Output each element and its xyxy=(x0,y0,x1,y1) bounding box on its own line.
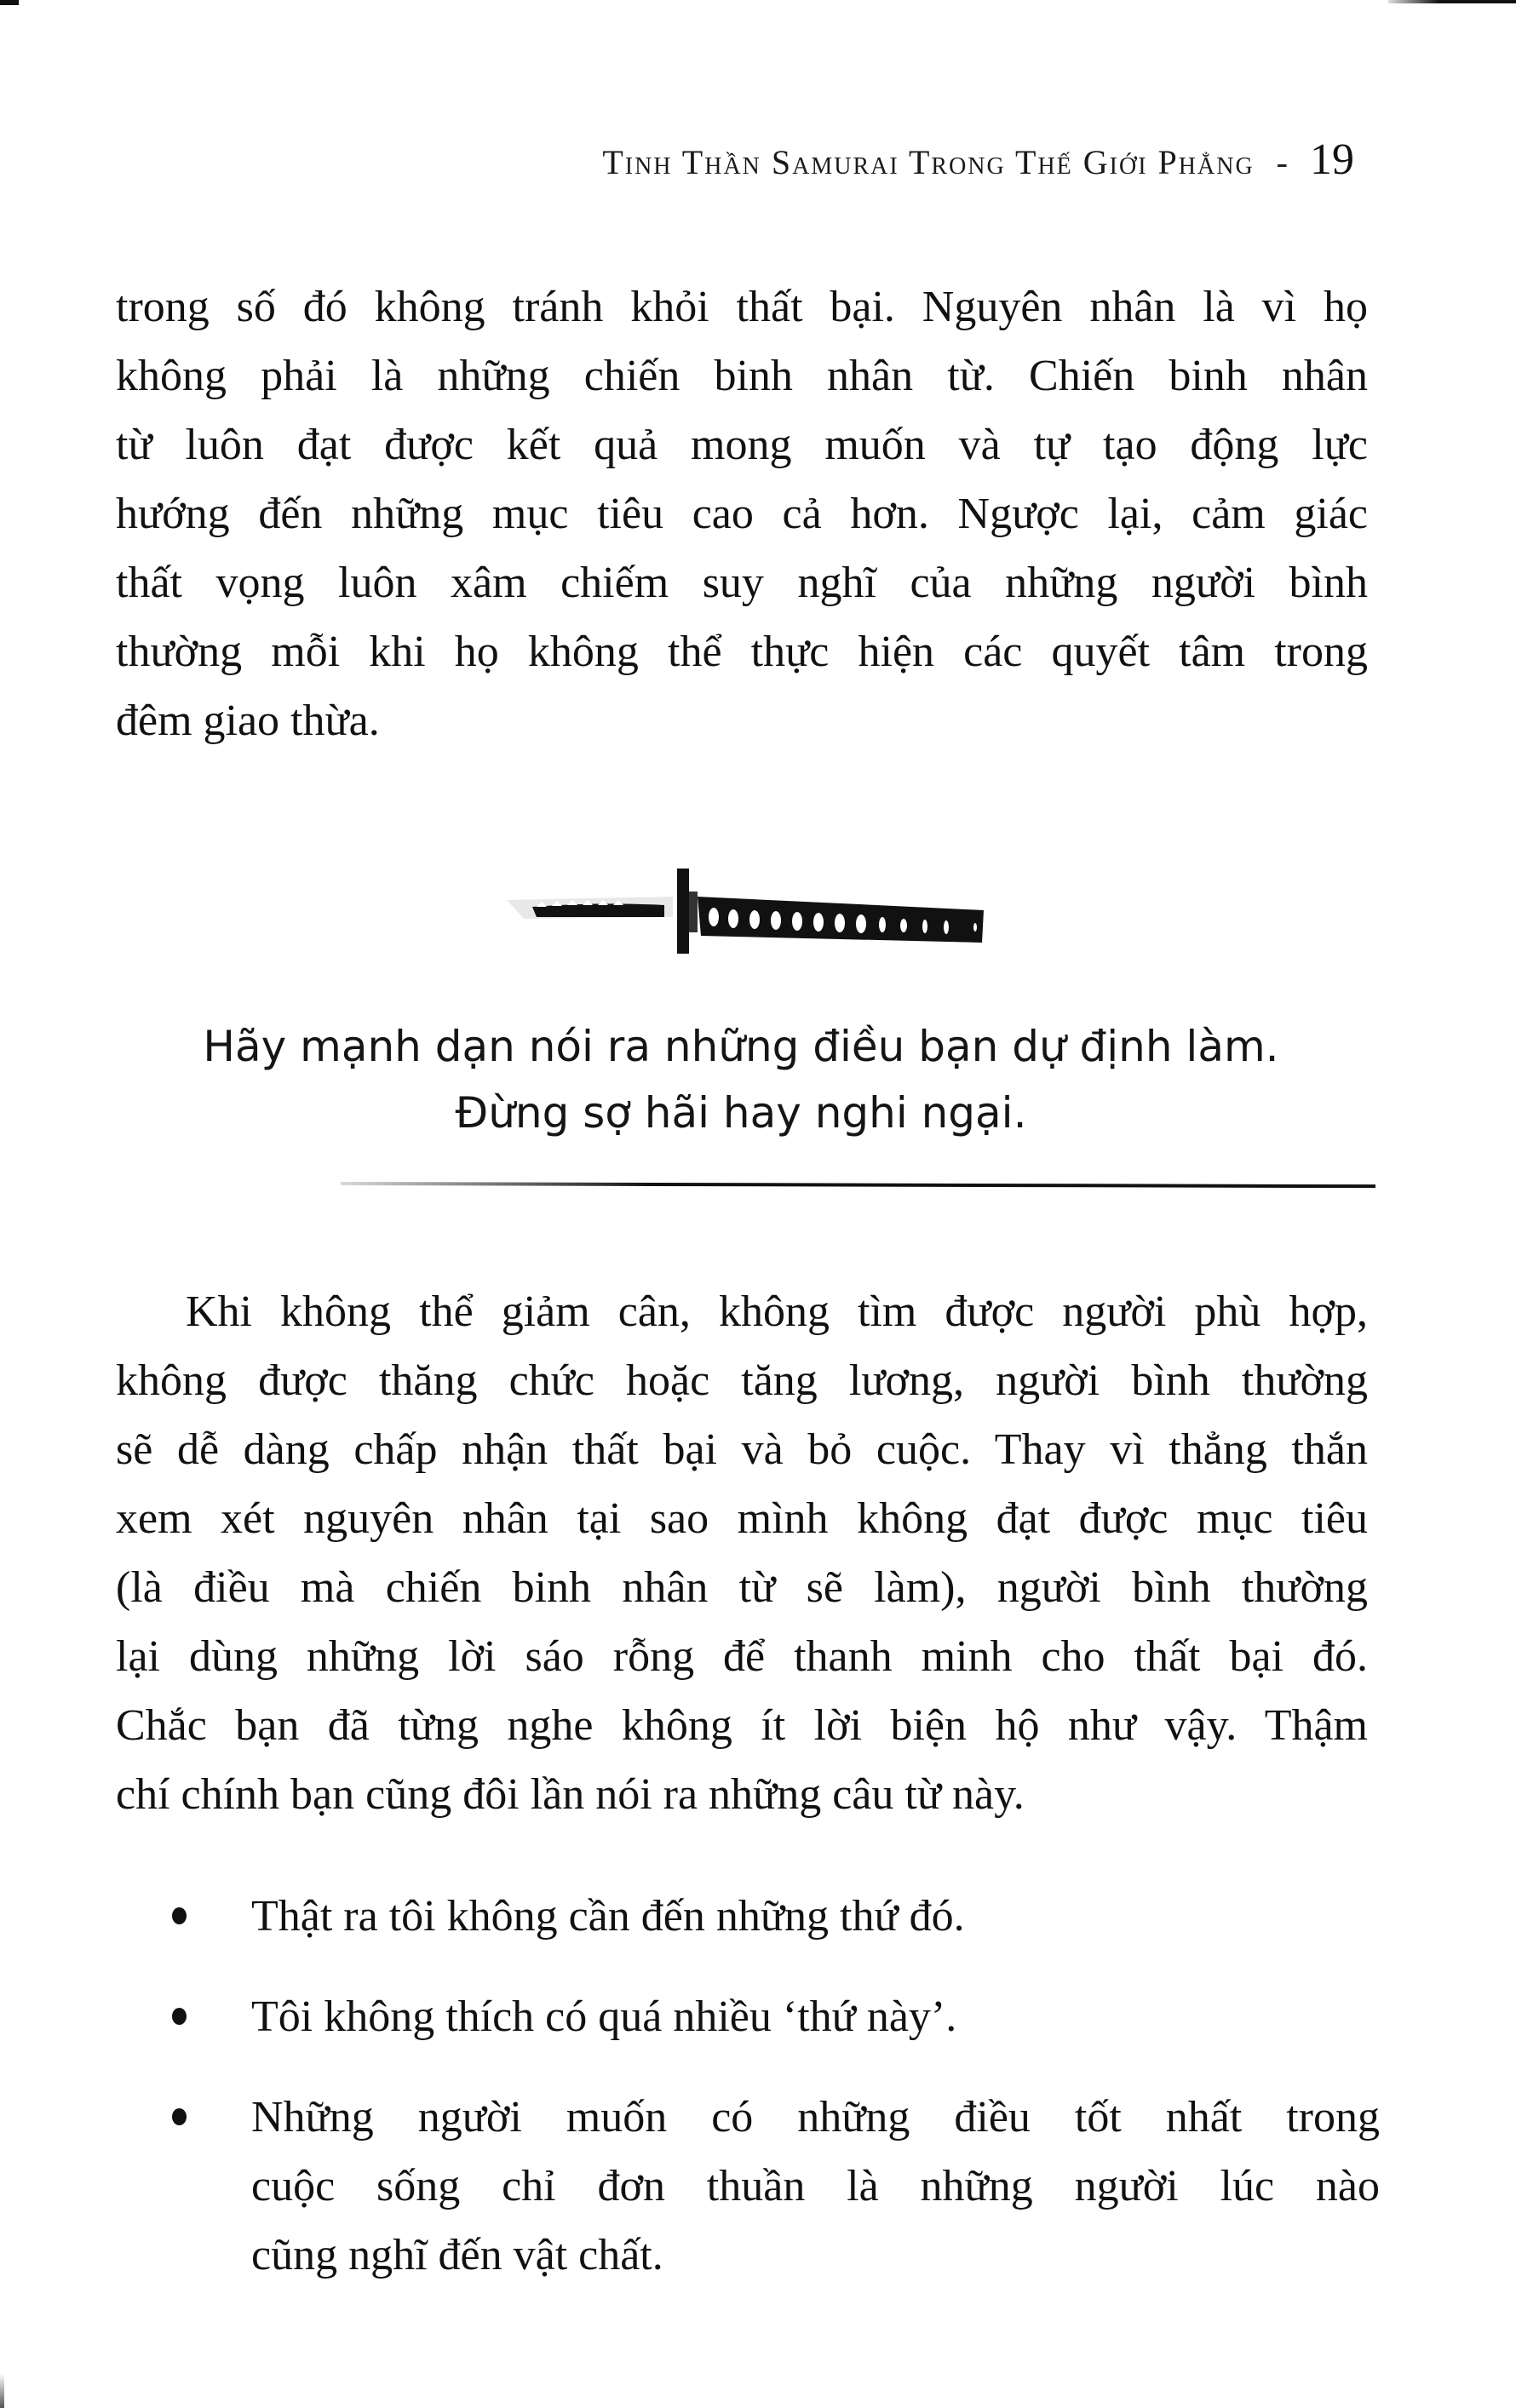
bullet-icon xyxy=(172,1907,187,1924)
bullet-item xyxy=(162,1882,1380,1951)
text-line: (là điều mà chiến binh nhân từ sẽ làm), người bình thường xyxy=(116,1563,1368,1612)
header-separator: - xyxy=(1276,143,1288,181)
scan-edge-artifact xyxy=(1388,0,1516,3)
text-line: hướng đến những mục tiêu cao cả hơn. Ngược lại, cảm giác xyxy=(116,490,1368,538)
text-line: Tôi không thích có quá nhiều ‘thứ này’. xyxy=(251,1992,957,2041)
running-title: Tinh Thần Samurai Trong Thế Giới Phẳng xyxy=(602,143,1255,181)
text-line: trong số đó không tránh khỏi thất bại. Nguyên nhân là vì họ xyxy=(116,283,1368,331)
text-line: cũng nghĩ đến vật chất. xyxy=(251,2231,663,2279)
bullet-item xyxy=(162,2083,1380,2290)
text-line: Khi không thể giảm cân, không tìm được người phù hợp, xyxy=(186,1287,1368,1336)
divider-rule xyxy=(341,1182,1375,1188)
bullet-list xyxy=(162,1882,1380,2321)
text-line: từ luôn đạt được kết quả mong muốn và tự tạo động lực xyxy=(116,421,1368,469)
body-paragraph-1 xyxy=(116,272,1368,755)
quote-line: Hãy mạnh dạn nói ra những điều bạn dự định làm. xyxy=(203,1022,1279,1071)
running-header xyxy=(602,135,1354,185)
bullet-icon xyxy=(172,2108,187,2125)
text-line: không phải là những chiến binh nhân từ. Chiến binh nhân xyxy=(116,352,1368,400)
text-line: Thật ra tôi không cần đến những thứ đó. xyxy=(251,1892,965,1941)
text-line: chí chính bạn cũng đôi lần nói ra những câu từ này. xyxy=(116,1770,1025,1819)
text-line: xem xét nguyên nhân tại sao mình không đạt được mục tiêu xyxy=(116,1494,1368,1543)
scan-edge-artifact xyxy=(0,2374,4,2408)
page-number: 19 xyxy=(1310,135,1354,184)
text-line: cuộc sống chỉ đơn thuần là những người lúc nào xyxy=(251,2162,1380,2210)
text-line: Những người muốn có những điều tốt nhất trong xyxy=(251,2093,1380,2141)
quote-line: Đừng sợ hãi hay nghi ngại. xyxy=(455,1088,1027,1138)
text-line: sẽ dễ dàng chấp nhận thất bại và bỏ cuộc. Thay vì thẳng thắn xyxy=(116,1425,1368,1474)
text-line: lại dùng những lời sáo rỗng để thanh minh cho thất bại đó. xyxy=(116,1632,1368,1681)
scan-edge-artifact xyxy=(0,0,19,5)
text-line: thất vọng luôn xâm chiếm suy nghĩ của những người bình xyxy=(116,559,1368,607)
text-line: Chắc bạn đã từng nghe không ít lời biện hộ như vậy. Thậm xyxy=(116,1701,1368,1750)
text-line: đêm giao thừa. xyxy=(116,697,380,745)
pull-quote xyxy=(136,1013,1346,1146)
body-paragraph-2 xyxy=(116,1277,1368,1829)
text-line: thường mỗi khi họ không thể thực hiện các quyết tâm trong xyxy=(116,628,1368,676)
katana-sword-icon xyxy=(473,847,1018,958)
text-line: không được thăng chức hoặc tăng lương, người bình thường xyxy=(116,1356,1368,1405)
bullet-item xyxy=(162,1982,1380,2051)
bullet-icon xyxy=(172,2008,187,2025)
